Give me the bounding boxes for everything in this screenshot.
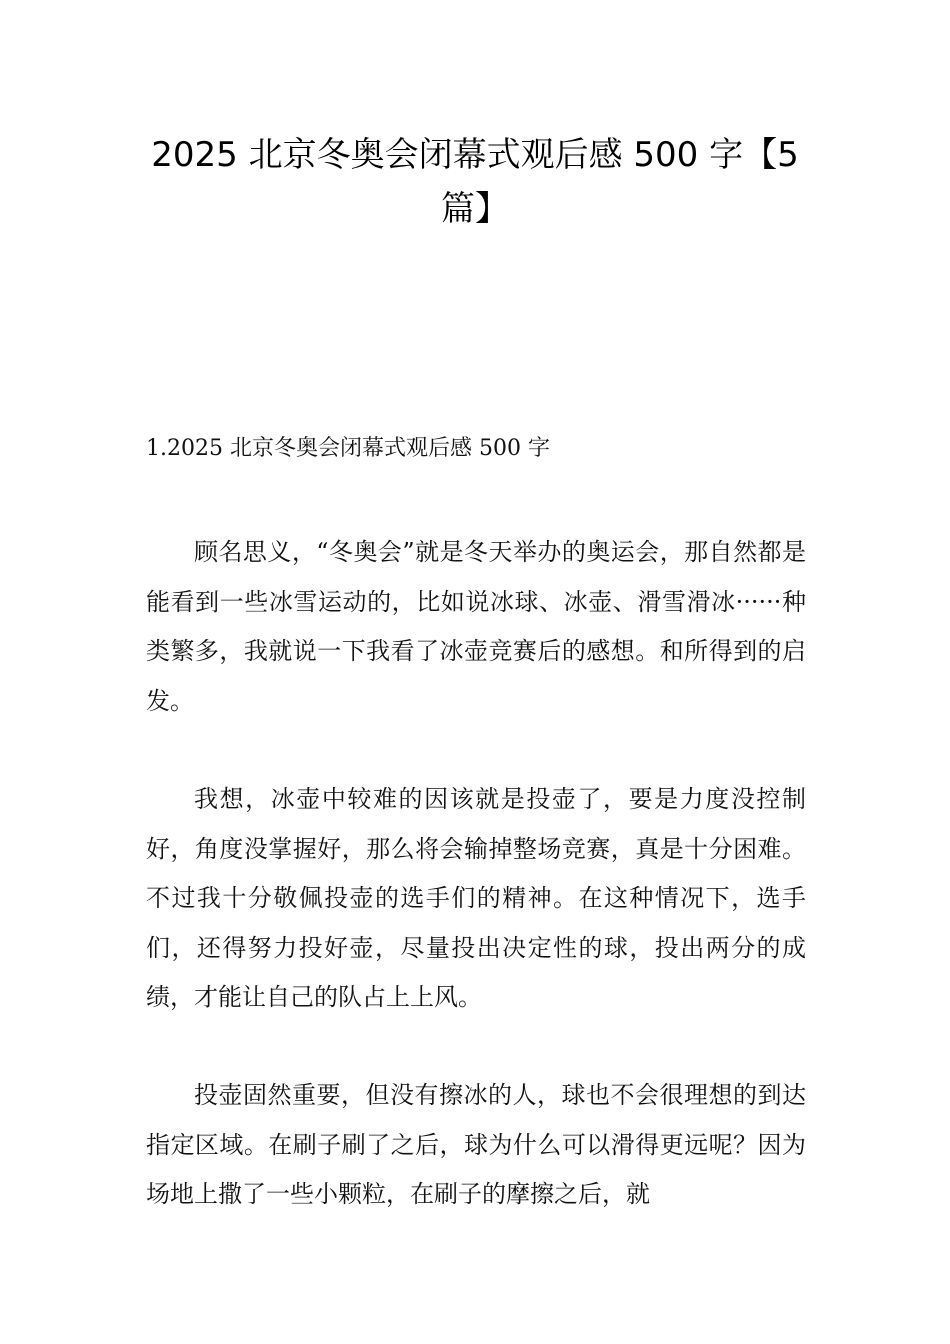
paragraph-1: 顾名思义，“冬奥会”就是冬天举办的奥运会，那自然都是能看到一些冰雪运动的，比如说冰球、冰壶、滑雪滑冰······种类繁多，我就说一下我看了冰壶竞赛后的感想。和所得到的启发。: [146, 538, 806, 715]
section-heading: 1.2025 北京冬奥会闭幕式观后感 500 字: [146, 436, 550, 461]
document-title: 2025 北京冬奥会闭幕式观后感 500 字【5 篇】: [151, 135, 799, 229]
paragraph-2: 我想，冰壶中较难的因该就是投壶了，要是力度没控制好，角度没掌握好，那么将会输掉整场竞赛，真是十分困难。不过我十分敬佩投壶的选手们的精神。在这种情况下，选手们，还得努力投好壶，尽量投出决定性的球，投出两分的成绩，才能让自己的队占上上风。: [146, 785, 806, 1011]
paragraph-3: 投壶固然重要，但没有擦冰的人，球也不会很理想的到达指定区域。在刷子刷了之后，球为什么可以滑得更远呢？因为场地上撒了一些小颗粒，在刷子的摩擦之后，就: [146, 1081, 806, 1208]
